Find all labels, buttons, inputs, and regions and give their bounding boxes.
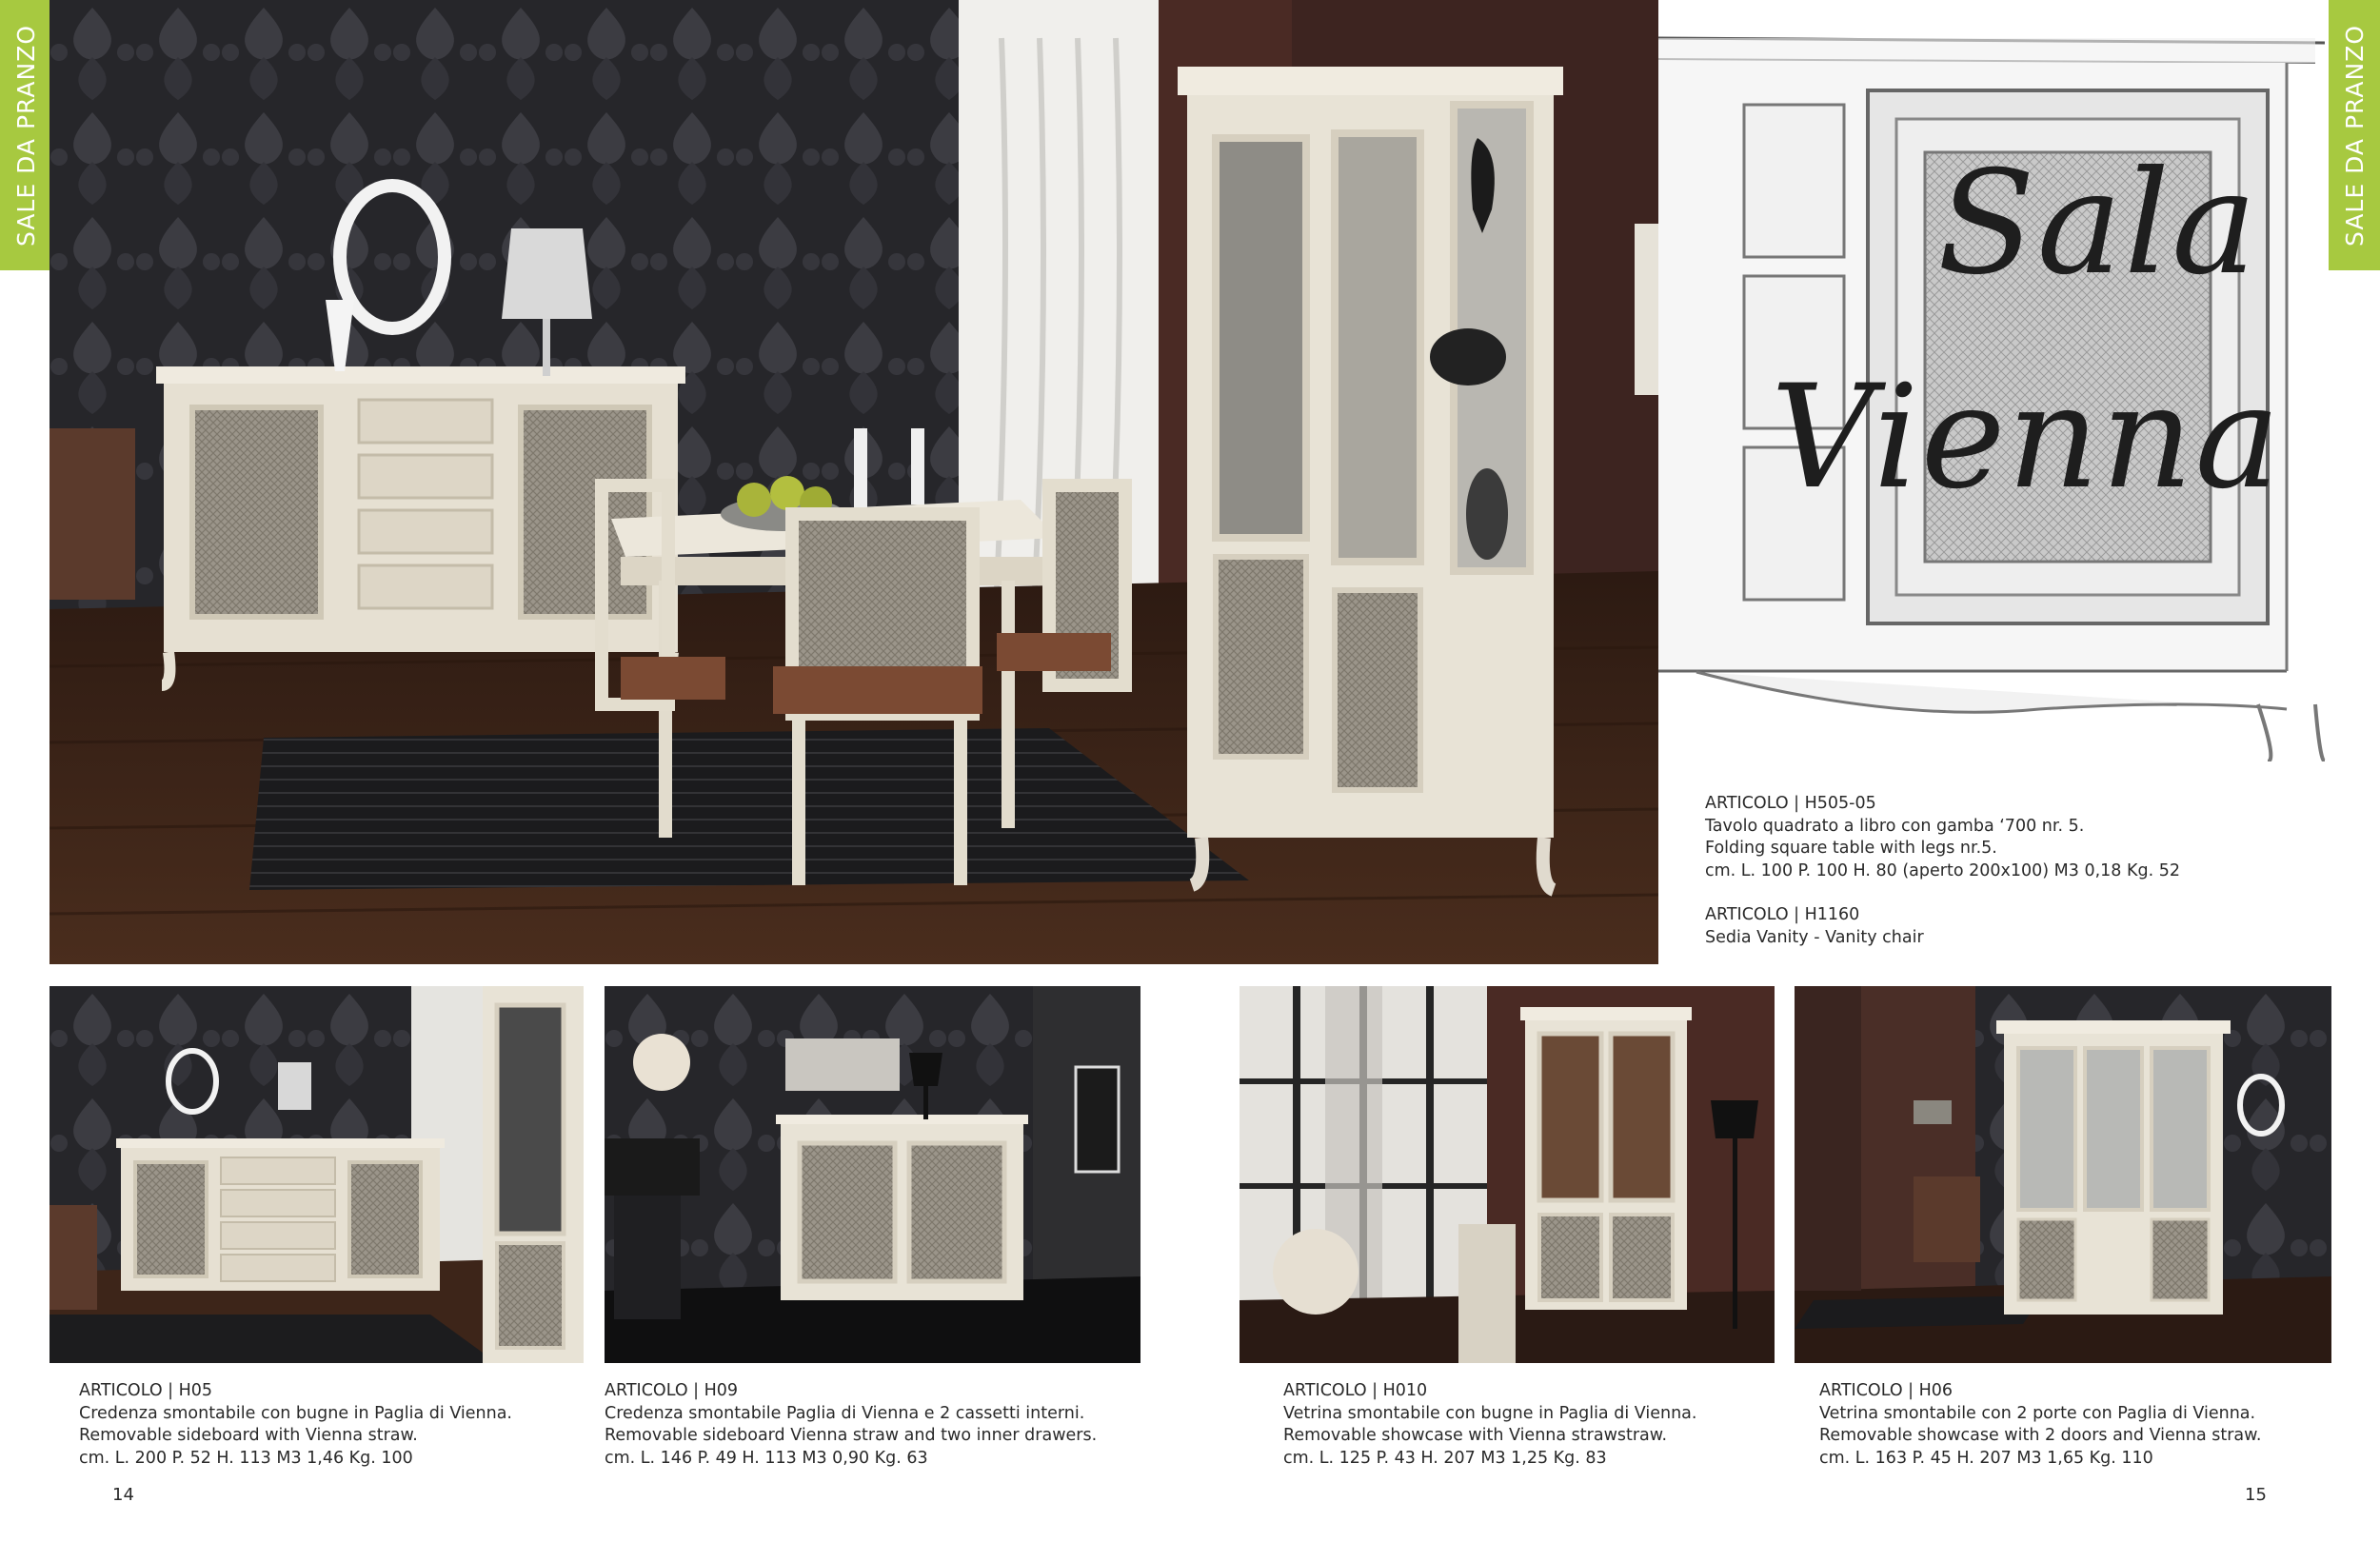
spec-desc-it: Credenza smontabile Paglia di Vienna e 2 cassetti interni. (605, 1403, 1085, 1423)
spec-code: ARTICOLO | H05 (79, 1381, 213, 1400)
section-tab-left (0, 0, 51, 270)
page-number-left: 14 (112, 1485, 134, 1505)
spec-code: ARTICOLO | H010 (1283, 1381, 1428, 1400)
spec-dims: cm. L. 163 P. 45 H. 207 M3 1,65 Kg. 110 (1819, 1448, 2153, 1468)
spec-desc-en: Folding square table with legs nr.5. (1705, 839, 1997, 858)
spec-desc: Sedia Vanity - Vanity chair (1705, 927, 1924, 947)
spec-desc-it: Vetrina smontabile con bugne in Paglia di Vienna. (1283, 1403, 1697, 1423)
product-photo-h05 (50, 986, 584, 1363)
spec-dims: cm. L. 146 P. 49 H. 113 M3 0,90 Kg. 63 (605, 1448, 928, 1468)
spec-desc-en: Removable sideboard Vienna straw and two inner drawers. (605, 1426, 1098, 1445)
section-tab-right (2329, 0, 2380, 270)
product-spec-h09 (605, 1380, 1097, 1470)
title-sala: Sala (1937, 141, 2259, 306)
spec-code: ARTICOLO | H09 (605, 1381, 739, 1400)
product-spec-h010 (1283, 1380, 1696, 1470)
spec-dims: cm. L. 125 P. 43 H. 207 M3 1,25 Kg. 83 (1283, 1448, 1607, 1468)
spec-dims: cm. L. 200 P. 52 H. 113 M3 1,46 Kg. 100 (79, 1448, 413, 1468)
product-photo-h06 (1795, 986, 2331, 1363)
spec-dims: cm. L. 100 P. 100 H. 80 (aperto 200x100) M3 0,18 Kg. 52 (1705, 860, 2180, 880)
product-spec-h05 (79, 1380, 512, 1470)
spec-code: ARTICOLO | H505-05 (1705, 794, 1876, 813)
hero-dining-room-photo (50, 0, 1658, 964)
spec-desc-en: Removable showcase with Vienna strawstraw. (1283, 1426, 1668, 1445)
spec-desc-en: Removable sideboard with Vienna straw. (79, 1426, 418, 1445)
title-vienna: Vienna (1771, 355, 2283, 521)
page-number-right: 15 (2245, 1485, 2267, 1505)
section-tab-label: SALE DA PRANZO (11, 24, 40, 247)
product-spec-h06 (1819, 1380, 2261, 1470)
product-photo-h09 (605, 986, 1140, 1363)
product-photo-h010 (1240, 986, 1775, 1363)
spec-desc-it: Credenza smontabile con bugne in Paglia di Vienna. (79, 1403, 512, 1423)
section-tab-label: SALE DA PRANZO (2340, 24, 2369, 247)
spec-desc-it: Tavolo quadrato a libro con gamba ‘700 nr. 5. (1705, 816, 2085, 836)
hero-spec-block (1705, 793, 2180, 949)
spec-code: ARTICOLO | H1160 (1705, 905, 1860, 924)
spec-desc-it: Vetrina smontabile con 2 porte con Paglia di Vienna. (1819, 1403, 2256, 1423)
spec-desc-en: Removable showcase with 2 doors and Vienna straw. (1819, 1426, 2262, 1445)
spec-code: ARTICOLO | H06 (1819, 1381, 1954, 1400)
